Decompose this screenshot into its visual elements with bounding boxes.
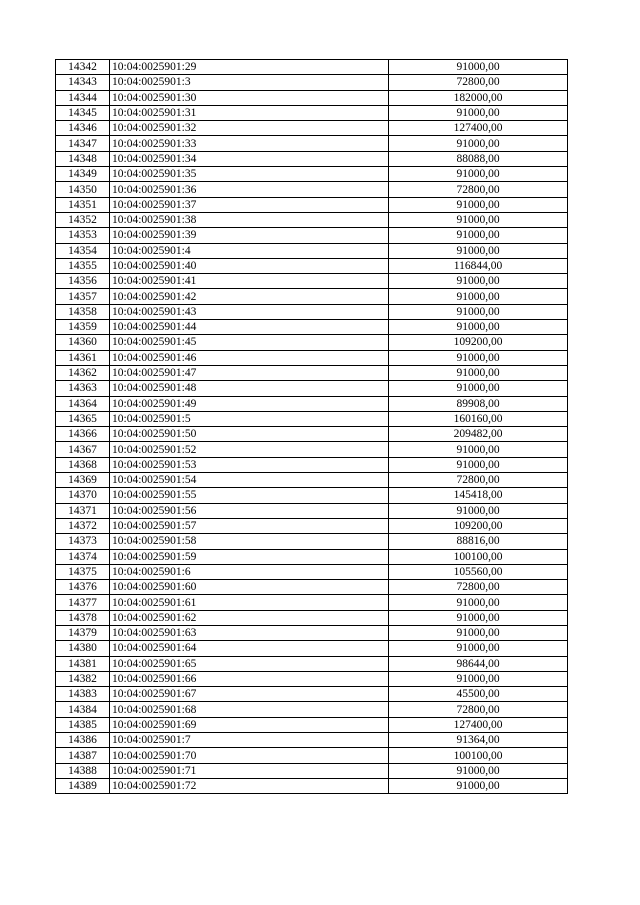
row-number-cell: 14343 [56, 75, 110, 90]
table-row [56, 197, 568, 212]
cadastral-number-cell: 10:04:0025901:66 [110, 671, 389, 686]
cadastral-number-cell: 10:04:0025901:63 [110, 625, 389, 640]
cadastral-number-cell: 10:04:0025901:64 [110, 641, 389, 656]
row-number-cell: 14386 [56, 733, 110, 748]
table-row [56, 534, 568, 549]
amount-cell: 91000,00 [389, 641, 568, 656]
cadastral-number-cell: 10:04:0025901:47 [110, 365, 389, 380]
row-number-cell: 14354 [56, 243, 110, 258]
row-number-cell: 14352 [56, 212, 110, 227]
cadastral-number-cell: 10:04:0025901:29 [110, 60, 389, 75]
row-number-cell: 14378 [56, 610, 110, 625]
table-row [56, 258, 568, 273]
row-number-cell: 14375 [56, 564, 110, 579]
table-row [56, 457, 568, 472]
table-row [56, 503, 568, 518]
table-row [56, 182, 568, 197]
table-row [56, 274, 568, 289]
table-row [56, 671, 568, 686]
cadastral-number-cell: 10:04:0025901:59 [110, 549, 389, 564]
table-row [56, 610, 568, 625]
cadastral-number-cell: 10:04:0025901:50 [110, 427, 389, 442]
cadastral-number-cell: 10:04:0025901:34 [110, 151, 389, 166]
cadastral-number-cell: 10:04:0025901:36 [110, 182, 389, 197]
registry-table-body [56, 60, 568, 794]
amount-cell: 88088,00 [389, 151, 568, 166]
row-number-cell: 14365 [56, 411, 110, 426]
amount-cell: 91000,00 [389, 304, 568, 319]
row-number-cell: 14371 [56, 503, 110, 518]
cadastral-number-cell: 10:04:0025901:49 [110, 396, 389, 411]
amount-cell: 72800,00 [389, 473, 568, 488]
table-row [56, 427, 568, 442]
cadastral-number-cell: 10:04:0025901:53 [110, 457, 389, 472]
row-number-cell: 14351 [56, 197, 110, 212]
table-row [56, 656, 568, 671]
table-row [56, 228, 568, 243]
amount-cell: 91000,00 [389, 243, 568, 258]
amount-cell: 182000,00 [389, 90, 568, 105]
cadastral-number-cell: 10:04:0025901:7 [110, 733, 389, 748]
table-row [56, 396, 568, 411]
row-number-cell: 14361 [56, 350, 110, 365]
row-number-cell: 14381 [56, 656, 110, 671]
amount-cell: 91000,00 [389, 442, 568, 457]
amount-cell: 105560,00 [389, 564, 568, 579]
table-row [56, 702, 568, 717]
table-row [56, 151, 568, 166]
row-number-cell: 14366 [56, 427, 110, 442]
row-number-cell: 14368 [56, 457, 110, 472]
row-number-cell: 14389 [56, 778, 110, 793]
cadastral-number-cell: 10:04:0025901:42 [110, 289, 389, 304]
table-row [56, 365, 568, 380]
table-row [56, 75, 568, 90]
amount-cell: 160160,00 [389, 411, 568, 426]
row-number-cell: 14357 [56, 289, 110, 304]
cadastral-number-cell: 10:04:0025901:38 [110, 212, 389, 227]
table-row [56, 320, 568, 335]
amount-cell: 116844,00 [389, 258, 568, 273]
table-row [56, 473, 568, 488]
cadastral-number-cell: 10:04:0025901:3 [110, 75, 389, 90]
cadastral-number-cell: 10:04:0025901:68 [110, 702, 389, 717]
cadastral-number-cell: 10:04:0025901:31 [110, 105, 389, 120]
table-row [56, 167, 568, 182]
row-number-cell: 14380 [56, 641, 110, 656]
cadastral-number-cell: 10:04:0025901:72 [110, 778, 389, 793]
amount-cell: 91000,00 [389, 212, 568, 227]
amount-cell: 98644,00 [389, 656, 568, 671]
table-row [56, 442, 568, 457]
cadastral-number-cell: 10:04:0025901:37 [110, 197, 389, 212]
amount-cell: 89908,00 [389, 396, 568, 411]
cadastral-number-cell: 10:04:0025901:55 [110, 488, 389, 503]
amount-cell: 72800,00 [389, 182, 568, 197]
cadastral-number-cell: 10:04:0025901:6 [110, 564, 389, 579]
amount-cell: 91000,00 [389, 381, 568, 396]
row-number-cell: 14349 [56, 167, 110, 182]
amount-cell: 100100,00 [389, 549, 568, 564]
cadastral-number-cell: 10:04:0025901:4 [110, 243, 389, 258]
row-number-cell: 14369 [56, 473, 110, 488]
cadastral-number-cell: 10:04:0025901:69 [110, 717, 389, 732]
cadastral-number-cell: 10:04:0025901:46 [110, 350, 389, 365]
row-number-cell: 14388 [56, 763, 110, 778]
cadastral-number-cell: 10:04:0025901:39 [110, 228, 389, 243]
cadastral-number-cell: 10:04:0025901:71 [110, 763, 389, 778]
amount-cell: 91000,00 [389, 365, 568, 380]
cadastral-number-cell: 10:04:0025901:52 [110, 442, 389, 457]
row-number-cell: 14374 [56, 549, 110, 564]
amount-cell: 91000,00 [389, 289, 568, 304]
table-row [56, 549, 568, 564]
table-row [56, 121, 568, 136]
amount-cell: 109200,00 [389, 518, 568, 533]
amount-cell: 91000,00 [389, 625, 568, 640]
cadastral-number-cell: 10:04:0025901:45 [110, 335, 389, 350]
amount-cell: 72800,00 [389, 702, 568, 717]
row-number-cell: 14372 [56, 518, 110, 533]
table-row [56, 243, 568, 258]
cadastral-number-cell: 10:04:0025901:70 [110, 748, 389, 763]
table-row [56, 580, 568, 595]
amount-cell: 91000,00 [389, 60, 568, 75]
row-number-cell: 14373 [56, 534, 110, 549]
cadastral-number-cell: 10:04:0025901:35 [110, 167, 389, 182]
row-number-cell: 14347 [56, 136, 110, 151]
amount-cell: 91000,00 [389, 763, 568, 778]
cadastral-number-cell: 10:04:0025901:43 [110, 304, 389, 319]
table-row [56, 733, 568, 748]
table-row [56, 488, 568, 503]
amount-cell: 91000,00 [389, 167, 568, 182]
cadastral-number-cell: 10:04:0025901:32 [110, 121, 389, 136]
cadastral-number-cell: 10:04:0025901:5 [110, 411, 389, 426]
amount-cell: 91000,00 [389, 320, 568, 335]
amount-cell: 45500,00 [389, 687, 568, 702]
cadastral-number-cell: 10:04:0025901:30 [110, 90, 389, 105]
row-number-cell: 14384 [56, 702, 110, 717]
table-row [56, 411, 568, 426]
table-row [56, 595, 568, 610]
row-number-cell: 14358 [56, 304, 110, 319]
row-number-cell: 14346 [56, 121, 110, 136]
cadastral-number-cell: 10:04:0025901:33 [110, 136, 389, 151]
amount-cell: 91000,00 [389, 610, 568, 625]
table-row [56, 304, 568, 319]
table-row [56, 778, 568, 793]
row-number-cell: 14383 [56, 687, 110, 702]
amount-cell: 100100,00 [389, 748, 568, 763]
table-row [56, 748, 568, 763]
amount-cell: 91000,00 [389, 105, 568, 120]
table-row [56, 687, 568, 702]
amount-cell: 72800,00 [389, 580, 568, 595]
amount-cell: 91000,00 [389, 274, 568, 289]
cadastral-number-cell: 10:04:0025901:60 [110, 580, 389, 595]
table-row [56, 90, 568, 105]
row-number-cell: 14360 [56, 335, 110, 350]
amount-cell: 127400,00 [389, 717, 568, 732]
amount-cell: 88816,00 [389, 534, 568, 549]
row-number-cell: 14356 [56, 274, 110, 289]
row-number-cell: 14385 [56, 717, 110, 732]
row-number-cell: 14344 [56, 90, 110, 105]
cadastral-number-cell: 10:04:0025901:56 [110, 503, 389, 518]
row-number-cell: 14342 [56, 60, 110, 75]
cadastral-number-cell: 10:04:0025901:65 [110, 656, 389, 671]
row-number-cell: 14348 [56, 151, 110, 166]
table-row [56, 381, 568, 396]
row-number-cell: 14350 [56, 182, 110, 197]
row-number-cell: 14363 [56, 381, 110, 396]
row-number-cell: 14353 [56, 228, 110, 243]
table-row [56, 335, 568, 350]
cadastral-number-cell: 10:04:0025901:40 [110, 258, 389, 273]
cadastral-number-cell: 10:04:0025901:67 [110, 687, 389, 702]
registry-table [55, 59, 568, 794]
amount-cell: 91000,00 [389, 457, 568, 472]
amount-cell: 127400,00 [389, 121, 568, 136]
table-row [56, 289, 568, 304]
table-row [56, 763, 568, 778]
table-row [56, 717, 568, 732]
amount-cell: 91000,00 [389, 503, 568, 518]
row-number-cell: 14364 [56, 396, 110, 411]
amount-cell: 91000,00 [389, 197, 568, 212]
amount-cell: 91000,00 [389, 595, 568, 610]
row-number-cell: 14355 [56, 258, 110, 273]
cadastral-number-cell: 10:04:0025901:41 [110, 274, 389, 289]
cadastral-number-cell: 10:04:0025901:48 [110, 381, 389, 396]
amount-cell: 91000,00 [389, 778, 568, 793]
amount-cell: 91000,00 [389, 671, 568, 686]
cadastral-number-cell: 10:04:0025901:61 [110, 595, 389, 610]
table-row [56, 564, 568, 579]
row-number-cell: 14362 [56, 365, 110, 380]
cadastral-number-cell: 10:04:0025901:44 [110, 320, 389, 335]
table-row [56, 105, 568, 120]
cadastral-number-cell: 10:04:0025901:54 [110, 473, 389, 488]
row-number-cell: 14345 [56, 105, 110, 120]
table-row [56, 60, 568, 75]
amount-cell: 209482,00 [389, 427, 568, 442]
amount-cell: 91364,00 [389, 733, 568, 748]
table-row [56, 212, 568, 227]
row-number-cell: 14367 [56, 442, 110, 457]
amount-cell: 91000,00 [389, 350, 568, 365]
row-number-cell: 14359 [56, 320, 110, 335]
row-number-cell: 14377 [56, 595, 110, 610]
cadastral-number-cell: 10:04:0025901:62 [110, 610, 389, 625]
table-row [56, 625, 568, 640]
amount-cell: 72800,00 [389, 75, 568, 90]
amount-cell: 145418,00 [389, 488, 568, 503]
amount-cell: 91000,00 [389, 228, 568, 243]
amount-cell: 109200,00 [389, 335, 568, 350]
cadastral-number-cell: 10:04:0025901:58 [110, 534, 389, 549]
cadastral-number-cell: 10:04:0025901:57 [110, 518, 389, 533]
row-number-cell: 14370 [56, 488, 110, 503]
row-number-cell: 14382 [56, 671, 110, 686]
row-number-cell: 14387 [56, 748, 110, 763]
table-row [56, 641, 568, 656]
amount-cell: 91000,00 [389, 136, 568, 151]
row-number-cell: 14379 [56, 625, 110, 640]
table-row [56, 518, 568, 533]
row-number-cell: 14376 [56, 580, 110, 595]
table-row [56, 350, 568, 365]
table-row [56, 136, 568, 151]
